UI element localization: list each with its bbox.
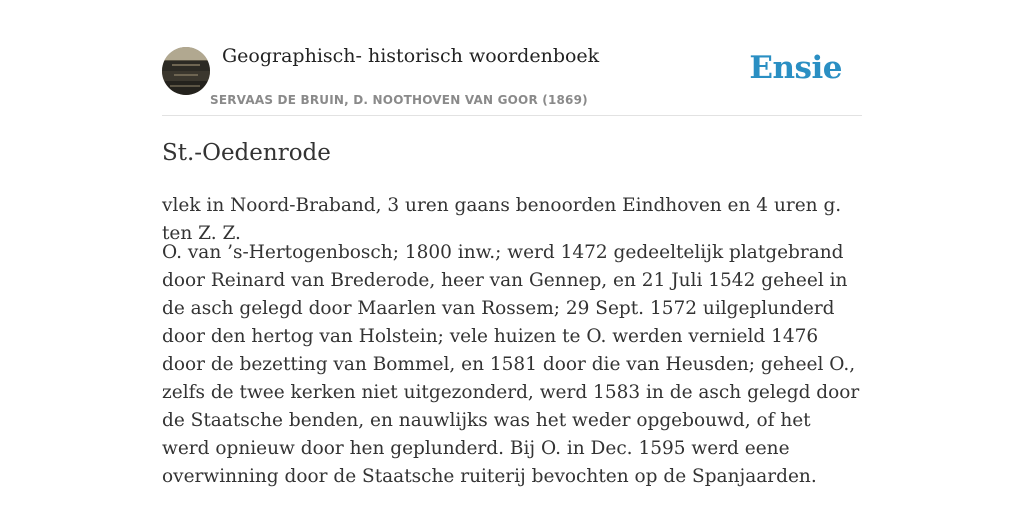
book-cover-icon[interactable] <box>162 47 210 95</box>
entry-paragraph: vlek in Noord-Braband, 3 uren gaans benoorden Eindhoven en 4 uren g. ten Z. Z. <box>162 195 842 244</box>
entry-title: St.-Oedenrode <box>162 140 331 166</box>
header <box>162 0 862 116</box>
book-cover-image <box>162 47 210 95</box>
entry-paragraph: O. van ’s-Hertogenbosch; 1800 inw.; werd 1472 gedeeltelijk platgebrand door Reinard van Brederode, heer van Gennep, en 21 Juli 1542 geheel in de asch gelegd door Maarlen van Rossem; 29 Sept. 1572 uilgeplunderd door den hertog van Holstein; vele huizen te O. werden vernield 1476 door de bezetting van Bommel, en 1581 door die van Heusden; geheel O., zelfs de twee kerken niet uitgezonderd, werd 1583 in de asch gelegd door de Staatsche benden, en nauwlijks was het weder opgebouwd, of het werd opnieuw door hen geplunderd. Bij O. in Dec. 1595 werd eene overwinning door de Staatsche ruiterij bevochten op de Spanjaarden. <box>162 242 860 487</box>
entry-card <box>162 0 862 512</box>
book-authors: SERVAAS DE BRUIN, D. NOOTHOVEN VAN GOOR (1869) <box>210 93 588 107</box>
book-title[interactable]: Geographisch- historisch woordenboek <box>222 45 600 67</box>
brand-logo[interactable]: Ensie <box>749 50 842 86</box>
